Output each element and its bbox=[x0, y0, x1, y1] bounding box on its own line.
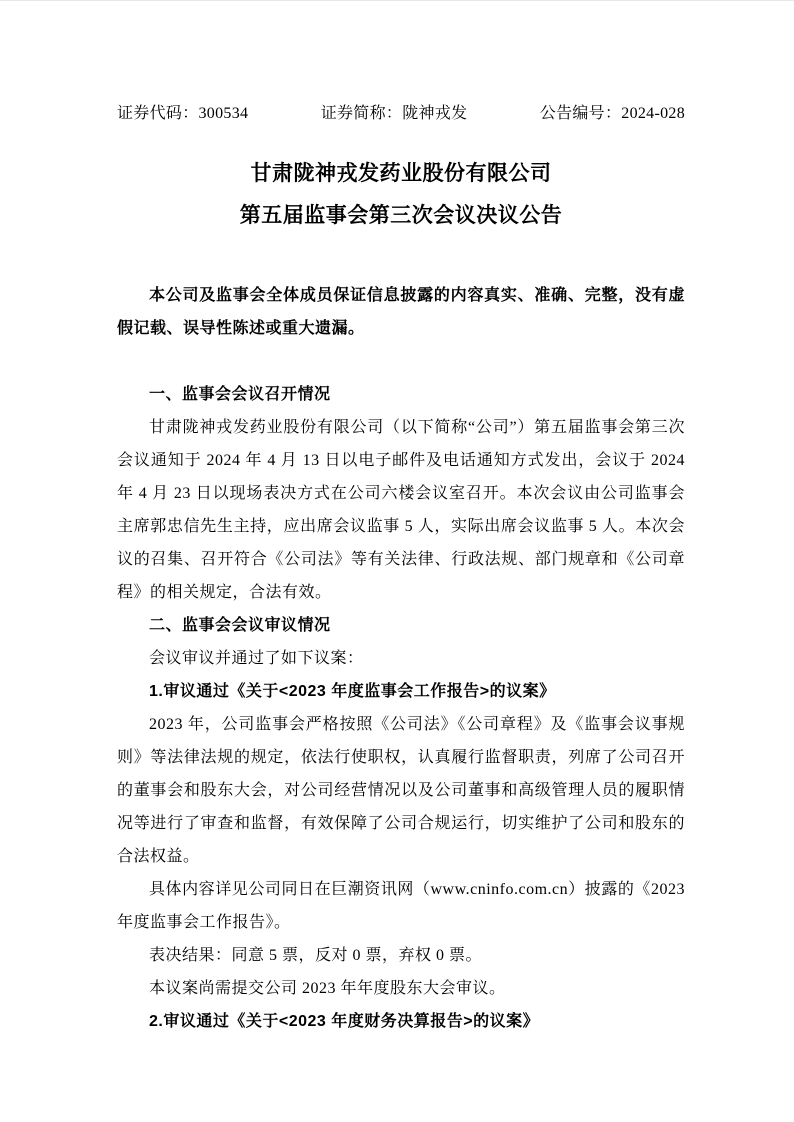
item1-paragraph-2: 具体内容详见公司同日在巨潮资讯网（www.cninfo.com.cn）披露的《2023 年度监事会工作报告》。 bbox=[117, 881, 685, 931]
announcement-number-label: 公告编号：2024-028 bbox=[539, 105, 685, 122]
document-header bbox=[117, 104, 685, 124]
section2-intro: 会议审议并通过了如下议案： bbox=[149, 650, 364, 667]
announcement-title: 第五届监事会第三次会议决议公告 bbox=[239, 204, 563, 227]
section1-paragraph: 甘肃陇神戎发药业股份有限公司（以下简称“公司”）第五届监事会第三次会议通知于 2024 年 4 月 13 日以电子邮件及电话通知方式发出，会议于 2024 年 4 月 23 日以现场表决方式在公司六楼会议室召开。本次会议由公司监事会主席郭忠信先生主持，应出席会议监事 5 人，实际出席会议监事 5 人。本次会议的召集、召开符合《公司法》等有关法律、行政法规、部门规章和《公司章程》的相关规定，合法有效。 bbox=[117, 419, 685, 601]
item1-submission-note: 本议案尚需提交公司 2023 年年度股东大会审议。 bbox=[149, 980, 506, 997]
stock-code-label: 证券代码：300534 bbox=[117, 105, 249, 122]
item1-vote-result: 表决结果：同意 5 票，反对 0 票，弃权 0 票。 bbox=[149, 947, 483, 964]
item1-paragraph-1: 2023 年，公司监事会严格按照《公司法》《公司章程》及《监事会议事规则》等法律法规的规定，依法行使职权，认真履行监督职责，列席了公司召开的董事会和股东大会，对公司经营情况以及公司董事和高级管理人员的履职情况等进行了审查和监督，有效保障了公司合规运行，切实维护了公司和股东的合法权益。 bbox=[117, 716, 685, 865]
section1-heading: 一、监事会会议召开情况 bbox=[149, 386, 331, 403]
company-name-title: 甘肃陇神戎发药业股份有限公司 bbox=[250, 162, 552, 185]
section2-heading: 二、监事会会议审议情况 bbox=[149, 617, 331, 634]
item1-heading: 1.审议通过《关于<2023 年度监事会工作报告>的议案》 bbox=[149, 683, 556, 700]
disclaimer-statement: 本公司及监事会全体成员保证信息披露的内容真实、准确、完整，没有虚假记载、误导性陈述或重大遗漏。 bbox=[117, 287, 685, 337]
item2-heading: 2.审议通过《关于<2023 年度财务决算报告>的议案》 bbox=[149, 1013, 540, 1030]
stock-name-label: 证券简称：陇神戎发 bbox=[320, 105, 468, 122]
